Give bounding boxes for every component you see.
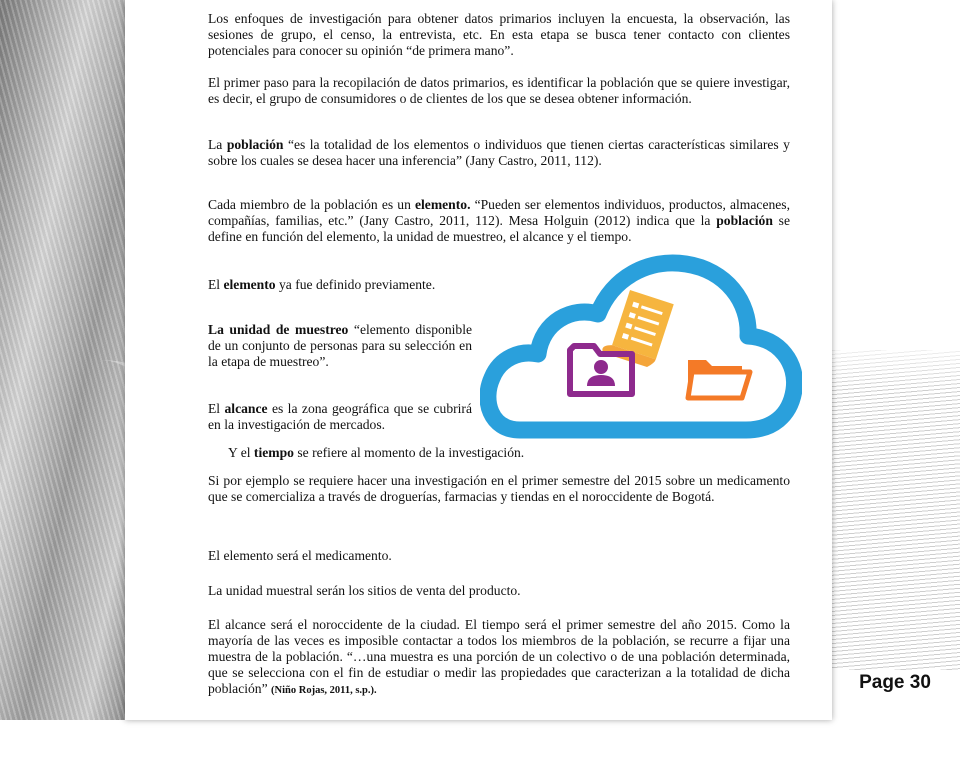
paragraph-12 [208,617,790,699]
p8-pre: Y el [228,445,254,460]
paragraph-2: El primer paso para la recopilación de datos primarios, es identificar la población que se quiere investigar, es decir, el grupo de consumidores o de clientes de los que se desea obtener información. [208,75,790,106]
paragraph-6 [208,322,472,370]
paragraph-5 [208,277,472,293]
p12-citation: (Niño Rojas, 2011, s.p.). [271,685,377,696]
paragraph-11: La unidad muestral serán los sitios de venta del producto. [208,583,521,598]
p4-bold2: población [716,213,773,228]
paragraph-7 [208,401,472,433]
p8-bold: tiempo [253,445,294,460]
paragraph-4 [208,197,790,245]
paragraph-8 [228,445,788,461]
p4-mid: “Pueden ser elementos individuos, productos, almacenes, compañías, familias, etc.” (Jany Castro, 2011, 112). Mesa Holguin (2012) indica que la [208,197,790,228]
p5-post: ya fue definido previamente. [275,277,436,292]
cloud-illustration [480,250,802,440]
p8-post: se refiere al momento de la investigación. [293,445,525,460]
right-stripes-decoration [832,350,960,670]
p4-pre: Cada miembro de la población es un [208,197,415,212]
left-background [0,0,125,720]
p4-bold1: elemento. [414,197,471,212]
p7-bold: alcance [224,401,268,416]
paragraph-9: Si por ejemplo se requiere hacer una investigación en el primer semestre del 2015 sobre un medicamento que se comercializa a través de droguerías, farmacias y tiendas en el noroccidente de Bogotá. [208,473,790,504]
right-stripes-fade [832,330,960,390]
p7-post: es la zona geográfica que se cubrirá en la investigación de mercados. [208,401,472,432]
p3-bold: población [226,137,284,152]
p3-post: “es la totalidad de los elementos o individuos que tienen ciertas características similares y sobre los cuales se desea hacer una inferencia” (Jany Castro, 2011, 112). [208,137,790,168]
p12-main: El alcance será el noroccidente de la ciudad. El tiempo será el primer semestre del año 2015. Como la mayoría de las veces es imposible contactar a todos los miembros de la población, se recurre a fijar una muestra de la población. “…una muestra es una porción de un colectivo o de una población determinada, que se selecciona con el fin de estudiar o medir las propiedades que caracterizan a la totalidad de dicha población” [208,617,790,696]
p6-bold: La unidad de muestreo [208,322,349,337]
paragraph-1: Los enfoques de investigación para obtener datos primarios incluyen la encuesta, la observación, las sesiones de grupo, el censo, la entrevista, etc. En esta etapa se busca tener contacto con clientes potenciales para conocer su opinión “de primera mano”. [208,11,790,58]
p5-pre: El [208,277,224,292]
p5-bold: elemento [223,277,276,292]
p3-pre: La [208,137,227,152]
p6-post: “elemento disponible de un conjunto de personas para su selección en la etapa de muestreo”. [208,322,472,369]
p7-pre: El [208,401,225,416]
p4-post: se define en función del elemento, la unidad de muestreo, el alcance y el tiempo. [208,213,790,244]
paragraph-10: El elemento será el medicamento. [208,548,392,563]
page-number: Page 30 [859,672,931,693]
paragraph-3 [208,137,790,169]
